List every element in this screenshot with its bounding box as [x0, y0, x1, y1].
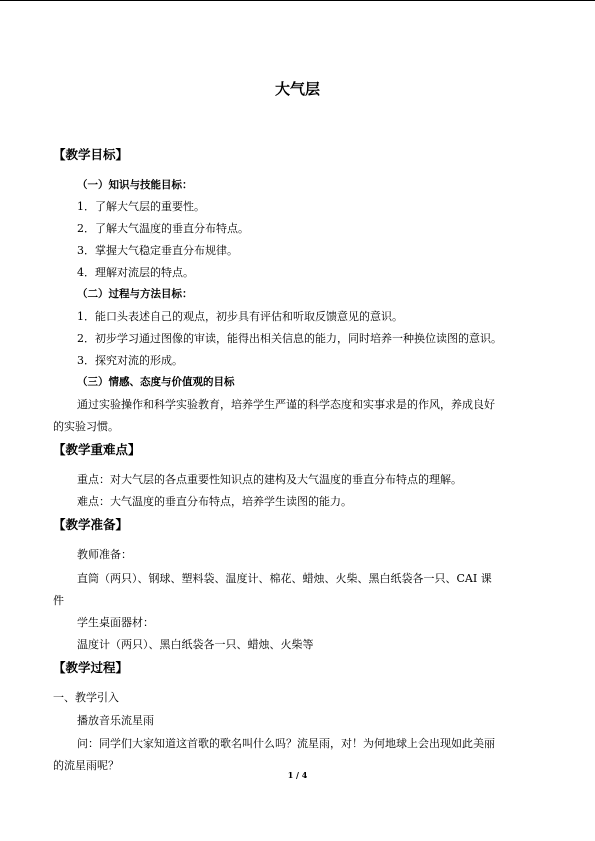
process-item-1: 1．能口头表述自己的观点，初步具有评估和听取反馈意见的意识。 [77, 310, 403, 323]
subheading-emotion: （三）情感、态度与价值观的目标 [77, 376, 235, 388]
knowledge-item-1: 1．了解大气层的重要性。 [77, 200, 205, 213]
student-materials-label: 学生桌面器材： [77, 616, 154, 629]
question-line-1: 问：同学们大家知道这首歌的歌名叫什么吗？流星雨，对！为何地球上会出现如此美丽 [77, 737, 495, 750]
subheading-process-method: （二）过程与方法目标： [77, 288, 193, 300]
teacher-prep-line-1: 直筒（两只）、钢球、塑料袋、温度计、棉花、蜡烛、火柴、黑白纸袋各一只、CAI 课 [77, 572, 492, 585]
page-number: 1 / 4 [287, 770, 308, 780]
key-point-text: 重点：对大气层的各点重要性知识点的建构及大气温度的垂直分布特点的理解。 [77, 473, 462, 486]
heading-teaching-goals: 【教学目标】 [53, 147, 129, 162]
difficulty-text: 难点：大气温度的垂直分布特点，培养学生读图的能力。 [77, 495, 352, 508]
knowledge-item-4: 4．理解对流层的特点。 [77, 266, 194, 279]
play-music-text: 播放音乐流星雨 [77, 714, 154, 727]
heading-teaching-process: 【教学过程】 [53, 660, 129, 675]
teacher-prep-line-2: 件 [53, 594, 64, 607]
question-line-2: 的流星雨呢？ [53, 759, 119, 772]
teacher-prep-label: 教师准备： [77, 548, 132, 561]
heading-preparation: 【教学准备】 [53, 517, 129, 532]
knowledge-item-3: 3．掌握大气稳定垂直分布规律。 [77, 244, 238, 257]
subheading-knowledge: （一）知识与技能目标： [77, 179, 193, 191]
top-rule [0, 0, 595, 1]
process-step-intro: 一、教学引入 [53, 691, 119, 704]
process-item-2: 2．初步学习通过图像的审读，能得出相关信息的能力，同时培养一种换位读图的意识。 [77, 332, 502, 345]
knowledge-item-2: 2．了解大气温度的垂直分布特点。 [77, 222, 249, 235]
emotion-text-line-2: 的实验习惯。 [53, 420, 119, 433]
heading-key-points: 【教学重难点】 [53, 442, 141, 457]
emotion-text-line-1: 通过实验操作和科学实验教育，培养学生严谨的科学态度和实事求是的作风，养成良好 [77, 398, 495, 411]
page-title: 大气层 [274, 80, 320, 98]
student-materials-items: 温度计（两只）、黑白纸袋各一只、蜡烛、火柴等 [77, 638, 314, 651]
process-item-3: 3．探究对流的形成。 [77, 354, 183, 367]
